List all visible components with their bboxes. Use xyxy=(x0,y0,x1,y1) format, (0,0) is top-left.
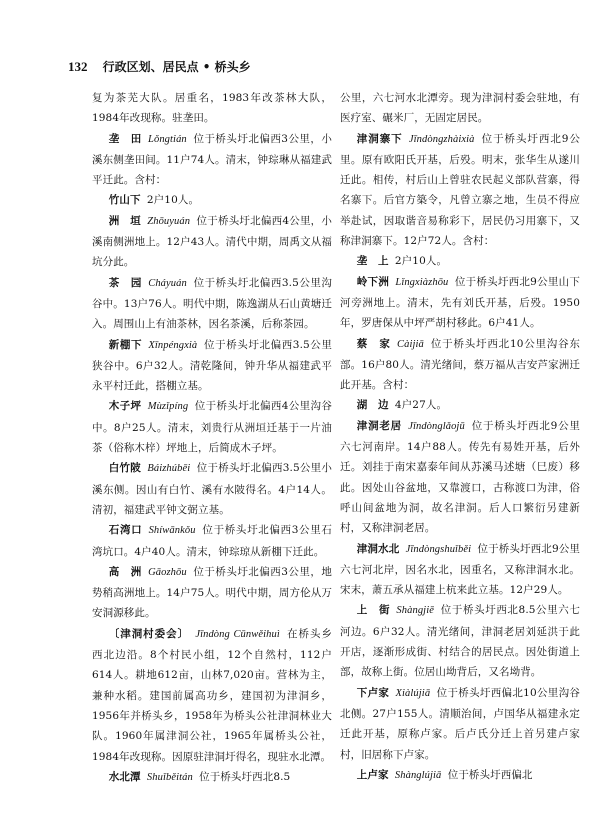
gazetteer-entry xyxy=(340,683,580,765)
gazetteer-entry xyxy=(340,88,580,129)
entry-pinyin: Xīnpéngxià xyxy=(148,339,198,351)
entry-text: 公里，六七河水北潭旁。现为津洞村委会驻地，有医疗室、碾米厂，无固定居民。 xyxy=(340,92,580,125)
entry-text: 位于桥头圩西北10公里沟谷东部。16户80人。清光绪间，蔡万福从吉安芦家洲迁此开基。含村： xyxy=(340,337,580,392)
gazetteer-entry xyxy=(340,395,580,415)
gazetteer-entry xyxy=(340,251,580,271)
gazetteer-entry xyxy=(92,129,332,191)
entry-pinyin: Lǒngtián xyxy=(148,133,187,145)
entry-pinyin: Jīndòng Cūnwěihuì xyxy=(195,628,280,640)
entry-name: 津洞老居 xyxy=(356,419,402,432)
gazetteer-entry xyxy=(340,334,580,396)
entry-text: 位于桥头圩西北9公里六七河南岸。14户88人。传先有易姓开基，后外迁。刘挂于南宋嘉泰年间从苏溪马述塘（巳废）移此。因处山谷盆地，又靠渡口，古称渡口为津，俗呼山间盆地为洞，故名津洞。后人口繁衍另建新村，又称津洞老居。 xyxy=(340,419,580,535)
entry-name: 白竹陂 xyxy=(108,462,142,475)
entry-text: 位于桥头圩北偏西3.5公里沟谷中。13户76人。明代中期，陈逸湖从石山黄塘迁入。周围山上有油茶林，因名茶溪，后称茶园。 xyxy=(92,276,332,331)
entry-text: 位于桥头圩西偏北 xyxy=(447,768,533,781)
page-header xyxy=(68,56,568,76)
entry-name: 垄 上 xyxy=(356,255,389,268)
gazetteer-entry xyxy=(92,520,332,562)
entry-text: 4户27人。 xyxy=(394,399,448,412)
entry-text: 位于桥头圩北偏西3公里，地势稍高洲地上。14户75人。明代中期，周方伦从万安洞源移此。 xyxy=(92,565,332,620)
gazetteer-entry xyxy=(92,335,332,397)
page-number: 132 xyxy=(68,59,88,74)
entry-text: 位于桥头圩北偏西3公里石湾坑口。4户40人。清末，钟琮琼从新棚下迁此。 xyxy=(92,524,332,558)
entry-name: 津洞水北 xyxy=(356,542,400,555)
entry-pinyin: Zhōuyuán xyxy=(147,215,191,227)
entry-pinyin: Shíwānkǒu xyxy=(148,525,196,537)
gazetteer-entry xyxy=(340,600,580,682)
entry-text: 位于桥头圩西北9公里。原有欧阳氏开基，后殁。明末，张华生从遂川迁此。相传，村后山上曾驻农民起义部队营寨，得名寨下。后官方築令，凡曾立寨之地，生员不得应举赴试，因取谐音易称彩下，居民仍习用寨下，又称津洞寨下。12户72人。含村： xyxy=(340,132,580,248)
right-column xyxy=(340,88,580,786)
entry-name: 水北潭 xyxy=(108,770,141,783)
entry-name: 竹山下 xyxy=(108,194,141,207)
entry-text: 位于桥头圩西北9公里山下河旁洲地上。清末，先有刘氏开基，后殁。1950年，罗唐保从中坪严胡村移此。6户41人。 xyxy=(340,275,580,330)
gazetteer-entry xyxy=(340,539,580,601)
entry-pinyin: Mùzǐpíng xyxy=(147,401,189,413)
entry-text: 复为茶芜大队。居重名，1983年改茶林大队，1984年改现称。驻垄田。 xyxy=(92,92,332,125)
gazetteer-entry xyxy=(92,458,332,520)
entry-name: 新棚下 xyxy=(108,338,143,351)
gazetteer-entry xyxy=(92,624,332,767)
entry-text: 位于桥头圩北偏西3公里，小溪东侧垄田间。11户74人。清末，钟琮琳从福建武平迁此。含村： xyxy=(92,132,332,187)
entry-text: 位于桥头圩西北8.5 xyxy=(199,770,291,783)
entry-name: 茶 园 xyxy=(108,276,142,289)
entry-text: 位于桥头圩西北9公里六七河北岸，因名水北，因重名，又称津洞水北。宋末，萧五承从福建上杭来此立基。12户29人。 xyxy=(340,542,580,597)
entry-pinyin: Gāozhōu xyxy=(148,566,187,578)
gazetteer-entry xyxy=(340,416,580,539)
running-title: 行政区划、居民点 • 桥头乡 xyxy=(102,60,251,74)
entry-text: 2户10人。 xyxy=(394,255,448,268)
entry-name: 石湾口 xyxy=(108,524,143,537)
entry-text: 位于桥头圩北偏西3.5公里狭谷中。6户32人。清乾隆间，钟升华从福建武平永平村迁此，搭棚立基。 xyxy=(92,338,332,393)
gazetteer-entry xyxy=(340,272,580,334)
left-column xyxy=(92,88,332,788)
gazetteer-entry xyxy=(92,211,332,273)
entry-pinyin: Xiàlújiā xyxy=(395,687,431,699)
entry-name: 岭下洲 xyxy=(356,275,390,288)
entry-name: 〔津洞村委会〕 xyxy=(108,627,190,640)
entry-name: 高 洲 xyxy=(108,565,142,578)
gazetteer-entry xyxy=(92,273,332,335)
entry-pinyin: Shuǐběitán xyxy=(146,771,193,783)
entry-pinyin: Càijiā xyxy=(397,338,424,350)
entry-pinyin: Jīndòngshuǐběi xyxy=(405,543,472,555)
gazetteer-entry xyxy=(92,562,332,624)
gazetteer-entry xyxy=(92,767,332,788)
gazetteer-entry xyxy=(340,129,580,252)
entry-name: 下卢家 xyxy=(356,686,390,699)
entry-name: 津洞寨下 xyxy=(356,132,403,145)
entry-text: 2户10人。 xyxy=(146,194,200,207)
entry-name: 蔡 家 xyxy=(356,337,391,350)
entry-pinyin: Jīndònglǎojū xyxy=(408,420,465,432)
entry-text: 位于桥头圩北偏西4公里，小溪南侧洲地上。12户43人。清代中期，周禹文从福坑分此。 xyxy=(92,214,332,269)
entry-text: 位于桥头圩西北8.5公里六七河边。6户32人。清光绪间，津洞老居刘延洪于此开店，逐渐形成街、村结合的居民点。因处街道上部，故称上街。位居山坳背后，又名坳背。 xyxy=(340,604,580,679)
entry-name: 湖 边 xyxy=(356,399,389,412)
entry-text: 位于桥头圩北偏西4公里沟谷中。8户25人。清末，刘贵行从洲垣迁基于一片油茶（俗称木梓）坪地上，后简成木子坪。 xyxy=(92,400,332,455)
entry-pinyin: Báizhúbēi xyxy=(147,463,191,475)
gazetteer-entry xyxy=(92,396,332,458)
entry-name: 垄 田 xyxy=(108,132,142,145)
gazetteer-entry xyxy=(92,190,332,210)
entry-name: 上 街 xyxy=(356,604,391,617)
entry-text: 在桥头乡西北边沿。8个村民小组，12个自然村，112户614人。耕地612亩，山林7,020亩。营林为主，兼种水稻。建国前属高功乡，建国初为津洞乡，1956年并桥头乡，1958年为桥头公社津洞林业大队。1960年属津洞公社，1965年属桥头公社，1984年改现称。因原驻津洞圩得名，现驻水北潭。 xyxy=(92,627,333,763)
entry-pinyin: Shàngjiē xyxy=(396,605,434,617)
entry-name: 木子坪 xyxy=(108,400,142,413)
entry-name: 洲 垣 xyxy=(108,214,141,227)
entry-pinyin: Cháyuán xyxy=(148,277,187,289)
entry-text: 位于桥头圩西偏北10公里沟谷北侧。27户155人。清顺治间，卢国华从福建永定迁此开基，原称卢家。后卢氏分迁上首另建卢家村，旧居称下卢家。 xyxy=(340,686,580,761)
gazetteer-entry xyxy=(340,765,580,786)
entry-pinyin: Lǐngxiàzhōu xyxy=(395,276,449,288)
gazetteer-entry xyxy=(92,88,332,129)
entry-name: 上卢家 xyxy=(356,768,389,781)
entry-text: 位于桥头圩北偏西3.5公里小溪东侧。因山有白竹、溪有水陂得名。4户14人。清初，福建武平钟文弼立基。 xyxy=(92,462,332,516)
entry-pinyin: Shànglújiā xyxy=(394,769,442,781)
entry-pinyin: Jīndòngzhàixià xyxy=(408,133,475,145)
